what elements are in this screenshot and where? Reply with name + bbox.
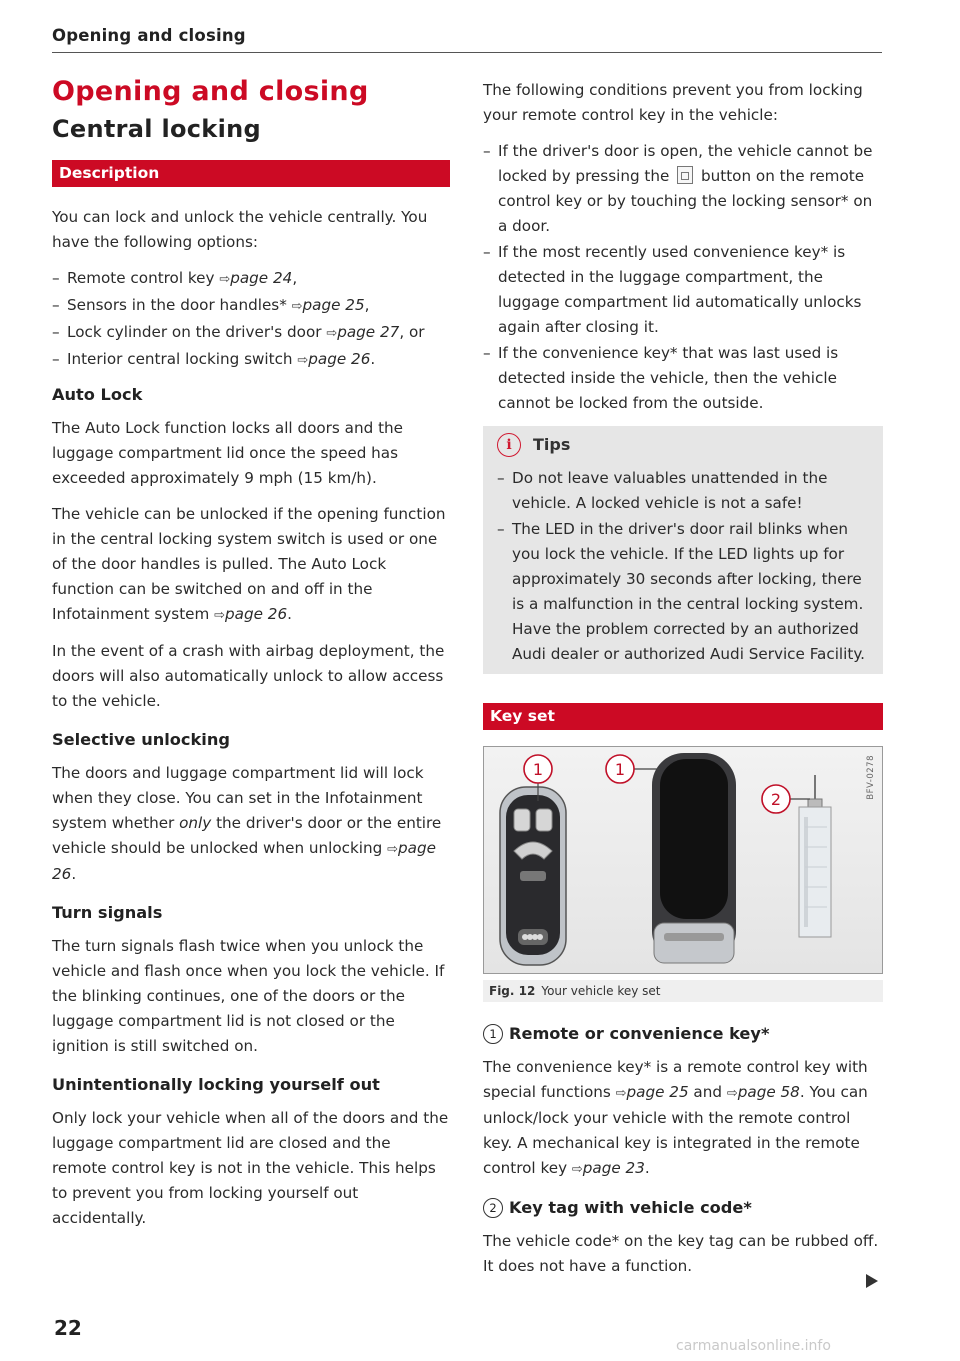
intro-text: You can lock and unlock the vehicle centrally. You have the following options: [52, 208, 428, 251]
info-icon: i [497, 433, 521, 457]
list-item: – Lock cylinder on the driver's door ⇨page 27, or [52, 320, 450, 346]
arrow-right-icon: ⇨ [297, 353, 309, 368]
figure-caption [483, 980, 883, 1002]
callout-2-label: 2 [770, 790, 782, 809]
left-column [52, 70, 450, 1242]
page-number: 22 [54, 1316, 82, 1340]
page-link[interactable]: page 24 [230, 269, 293, 287]
options-list [52, 266, 450, 373]
right-column [483, 78, 883, 1290]
arrow-right-icon: ⇨ [615, 1086, 627, 1101]
callout-1a-label: 1 [532, 760, 544, 779]
locking-out-text: Only lock your vehicle when all of the doors and the luggage compartment lid are closed and the remote control key is not in the vehicle. This helps to prevent you from locking yourself out accidentally. [52, 1109, 449, 1227]
chapter-title: Opening and closing [52, 76, 369, 107]
arrow-right-icon: ⇨ [291, 299, 303, 314]
list-item: – Do not leave valuables unattended in the vehicle. A locked vehicle is not a safe! [497, 466, 873, 516]
page-link[interactable]: page 23 [582, 1159, 645, 1177]
arrow-right-icon: ⇨ [219, 272, 231, 287]
arrow-right-icon: ⇨ [214, 608, 226, 623]
page-link[interactable]: page 27 [337, 323, 400, 341]
list-item: – If the driver's door is open, the vehicle cannot be locked by pressing the button on the remote control key or by touching the locking sensor* on a door. [483, 139, 883, 239]
list-item: – Interior central locking switch ⇨page 26. [52, 347, 450, 373]
lock-button-icon [677, 166, 693, 184]
arrow-right-icon: ⇨ [326, 326, 338, 341]
tips-title: Tips [533, 435, 571, 454]
callout-1b [606, 755, 660, 783]
list-item: – Remote control key ⇨page 24, [52, 266, 450, 292]
page-link[interactable]: page 26 [52, 839, 436, 883]
description-bar: Description [52, 160, 450, 187]
callout-1b-label: 1 [614, 760, 626, 779]
page-link[interactable]: page 58 [737, 1083, 800, 1101]
header-rule [52, 52, 882, 53]
tips-header [497, 426, 873, 464]
turn-signals-text: The turn signals flash twice when you unlock the vehicle and flash once when you lock the vehicle. If the blinking continues, one of the doors or the luggage compartment lid is not closed or the ignition is still switched on. [52, 937, 445, 1055]
item-1-heading: 1 Remote or convenience key* [483, 1022, 883, 1046]
page-link[interactable]: page 25 [626, 1083, 689, 1101]
auto-lock-p1: The Auto Lock function locks all doors and the luggage compartment lid once the speed has exceeded approximately 9 mph (15 km/h). [52, 419, 403, 487]
arrow-right-icon: ⇨ [387, 842, 399, 857]
list-item: – Sensors in the door handles* ⇨page 25, [52, 293, 450, 319]
auto-lock-p2: The vehicle can be unlocked if the opening function in the central locking system switch is used or one of the door handles is pulled. The Auto Lock function can be switched on and off in the Infotainment system ⇨page 26. [52, 505, 446, 623]
tips-box [483, 426, 883, 674]
remote-key-back-icon [652, 753, 736, 963]
arrow-right-icon: ⇨ [571, 1162, 583, 1177]
list-item: – If the most recently used convenience key* is detected in the luggage compartment, the luggage compartment lid automatically unlocks again after closing it. [483, 240, 883, 340]
list-item: – If the convenience key* that was last used is detected inside the vehicle, then the vehicle cannot be locked from the outside. [483, 341, 883, 416]
conditions-intro: The following conditions prevent you from locking your remote control key in the vehicle: [483, 81, 863, 124]
figure-label: Fig. 12 [489, 984, 536, 998]
figure-caption-text: Your vehicle key set [541, 984, 661, 998]
conditions-list [483, 139, 883, 416]
key-set-figure [483, 746, 883, 974]
page-link[interactable]: page 25 [302, 296, 365, 314]
key-set-illustration [484, 747, 882, 973]
page-link[interactable]: page 26 [225, 605, 288, 623]
list-item: – The LED in the driver's door rail blinks when you lock the vehicle. If the LED lights up for approximately 30 seconds after locking, there is a malfunction in the central locking system. Have the problem corrected by an authorized Audi dealer or authorized Audi Service Facility. [497, 517, 873, 667]
arrow-right-icon: ⇨ [726, 1086, 738, 1101]
page-link[interactable]: page 26 [308, 350, 371, 368]
section-title: Central locking [52, 115, 261, 143]
remote-key-icon [500, 787, 566, 965]
circled-number-icon: 2 [483, 1198, 503, 1218]
running-head: Opening and closing [52, 26, 246, 45]
continue-arrow-icon [866, 1274, 878, 1288]
auto-lock-p3: In the event of a crash with airbag deployment, the doors will also automatically unlock to allow access to the vehicle. [52, 642, 445, 710]
selective-unlocking-heading: Selective unlocking [52, 730, 230, 749]
auto-lock-heading: Auto Lock [52, 385, 143, 404]
watermark: carmanualsonline.info [676, 1338, 831, 1354]
selective-unlocking-text: The doors and luggage compartment lid will lock when they close. You can set in the Infotainment system whether only the driver's door or the entire vehicle should be unlocked when unlocking ⇨page 26. [52, 764, 442, 883]
circled-number-icon: 1 [483, 1024, 503, 1044]
turn-signals-heading: Turn signals [52, 903, 163, 922]
tips-list [497, 464, 873, 667]
item-2-text: The vehicle code* on the key tag can be rubbed off. It does not have a function. [483, 1232, 879, 1275]
item-1-text: The convenience key* is a remote control key with special functions ⇨page 25 and ⇨page 58. You can unlock/lock your vehicle with the remote control key. A mechanical key is integrated in the remote control key ⇨page 23. [483, 1058, 868, 1177]
key-set-bar: Key set [483, 703, 883, 730]
figure-code: BFV-0278 [866, 755, 876, 800]
item-2-heading: 2 Key tag with vehicle code* [483, 1196, 883, 1220]
locking-out-heading: Unintentionally locking yourself out [52, 1075, 380, 1094]
